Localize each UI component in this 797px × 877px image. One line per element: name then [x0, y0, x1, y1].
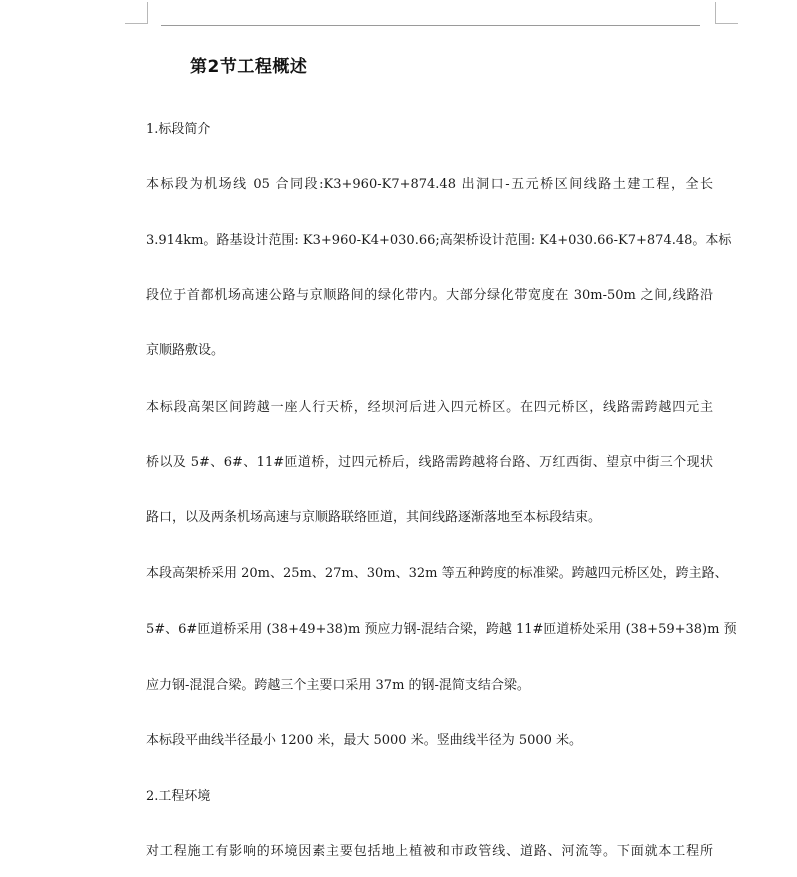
paragraph-line: 本段高架桥采用 20m、25m、27m、30m、32m 等五种跨度的标准梁。跨越四元桥区处，跨主路、: [146, 566, 728, 581]
paragraph-line: 本标段高架区间跨越一座人行天桥，经坝河后进入四元桥区。在四元桥区，线路需跨越四元主: [146, 400, 713, 415]
crop-mark-top-right-vertical: [715, 2, 716, 24]
paragraph-line: 应力钢-混混合梁。跨越三个主要口采用 37m 的钢-混简支结合梁。: [146, 678, 530, 693]
paragraph-line: 桥以及 5#、6#、11#匝道桥，过四元桥后，线路需跨越将台路、万红西街、望京中街三个现状: [146, 455, 713, 470]
paragraph-line: 路口，以及两条机场高速与京顺路联络匝道，其间线路逐渐落地至本标段结束。: [146, 510, 602, 525]
crop-mark-top-left-vertical: [147, 2, 148, 24]
section-title: 第2节工程概述: [190, 57, 308, 77]
crop-mark-top-right-horizontal: [716, 23, 738, 24]
crop-mark-top-left-horizontal: [125, 23, 147, 24]
paragraph-line: 5#、6#匝道桥采用 (38+49+38)m 预应力钢-混结合梁，跨越 11#匝道桥处采用 (38+59+38)m 预: [146, 622, 737, 637]
subheading-section-intro: 1.标段简介: [146, 122, 211, 137]
paragraph-line: 本标段为机场线 05 合同段:K3+960-K7+874.48 出洞口-五元桥区间线路土建工程，全长: [146, 177, 713, 192]
paragraph-line: 京顺路敷设。: [146, 343, 225, 358]
paragraph-line: 对工程施工有影响的环境因素主要包括地上植被和市政管线、道路、河流等。下面就本工程所: [146, 844, 713, 859]
paragraph-line: 本标段平曲线半径最小 1200 米，最大 5000 米。竖曲线半径为 5000 米。: [146, 733, 583, 748]
subheading-section-environment: 2.工程环境: [146, 789, 211, 804]
paragraph-line: 3.914km。路基设计范围: K3+960-K4+030.66;高架桥设计范围: K4+030.66-K7+874.48。本标: [146, 233, 732, 248]
header-rule: [161, 25, 700, 26]
paragraph-line: 段位于首都机场高速公路与京顺路间的绿化带内。大部分绿化带宽度在 30m-50m 之间,线路沿: [146, 288, 713, 303]
